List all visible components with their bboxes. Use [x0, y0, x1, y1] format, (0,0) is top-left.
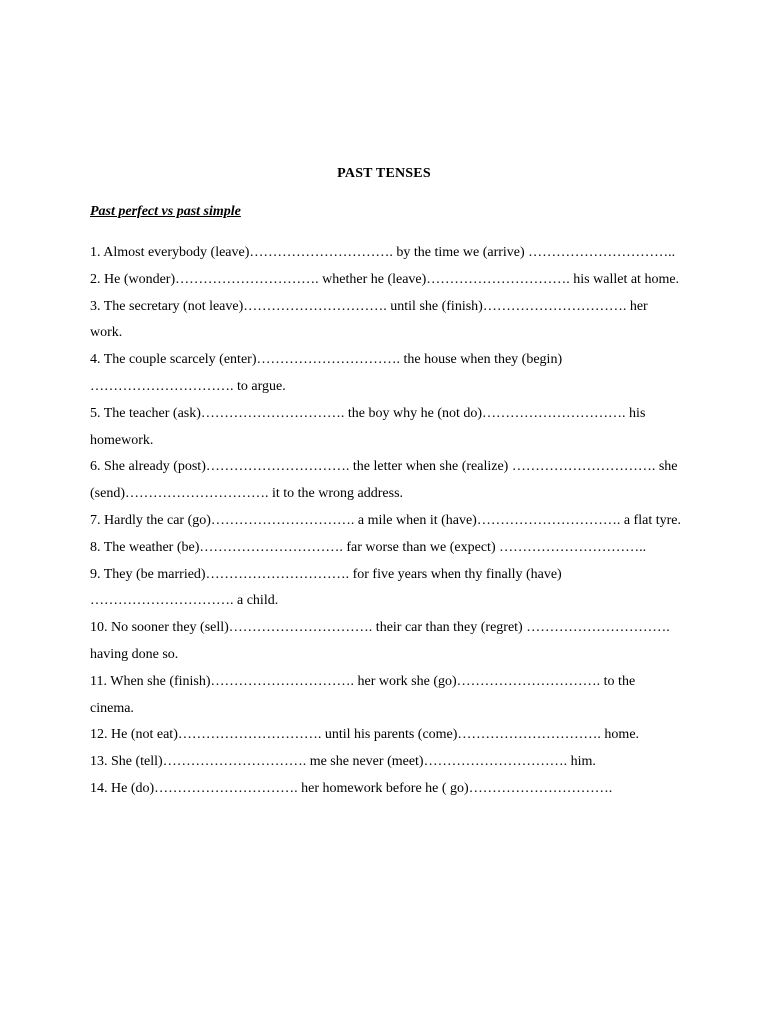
exercise-list	[90, 240, 682, 803]
exercise-item: 2. He (wonder)…………………………. whether he (leave)…………………………. his wallet at home.	[90, 271, 680, 287]
exercise-item: 6. She already (post)…………………………. the letter when she (realize) …………………………. she (send)…………………………. it to the wrong address.	[90, 459, 678, 502]
exercise-item: 10. No sooner they (sell)…………………………. their car than they (regret) …………………………. having done so.	[90, 620, 670, 662]
exercise-item: 13. She (tell)…………………………. me she never (meet)…………………………. him.	[90, 754, 596, 770]
exercise-item: 9. They (be married)…………………………. for five years when thy finally (have) …………………………. a child.	[90, 566, 562, 609]
exercise-item: 11. When she (finish)…………………………. her work she (go)…………………………. to the cinema.	[90, 673, 636, 716]
exercise-item: 5. The teacher (ask)…………………………. the boy why he (not do)…………………………. his homework.	[90, 405, 646, 448]
exercise-item: 1. Almost everybody (leave)…………………………. by the time we (arrive) …………………………..	[90, 245, 676, 260]
exercise-item: 4. The couple scarcely (enter)…………………………. the house when they (begin) …………………………. to argue.	[90, 352, 563, 394]
exercise-item: 3. The secretary (not leave)…………………………. until she (finish)…………………………. her work.	[90, 298, 648, 341]
exercise-item: 12. He (not eat)…………………………. until his parents (come)…………………………. home.	[90, 727, 640, 743]
exercise-item: 14. He (do)…………………………. her homework before he ( go)………………………….	[90, 780, 613, 796]
section-heading: Past perfect vs past simple	[90, 204, 241, 219]
exercise-item: 8. The weather (be)…………………………. far worse than we (expect) …………………………..	[90, 539, 647, 555]
page-title: PAST TENSES	[337, 166, 431, 181]
exercise-item: 7. Hardly the car (go)…………………………. a mile when it (have)…………………………. a flat tyre.	[90, 512, 681, 528]
